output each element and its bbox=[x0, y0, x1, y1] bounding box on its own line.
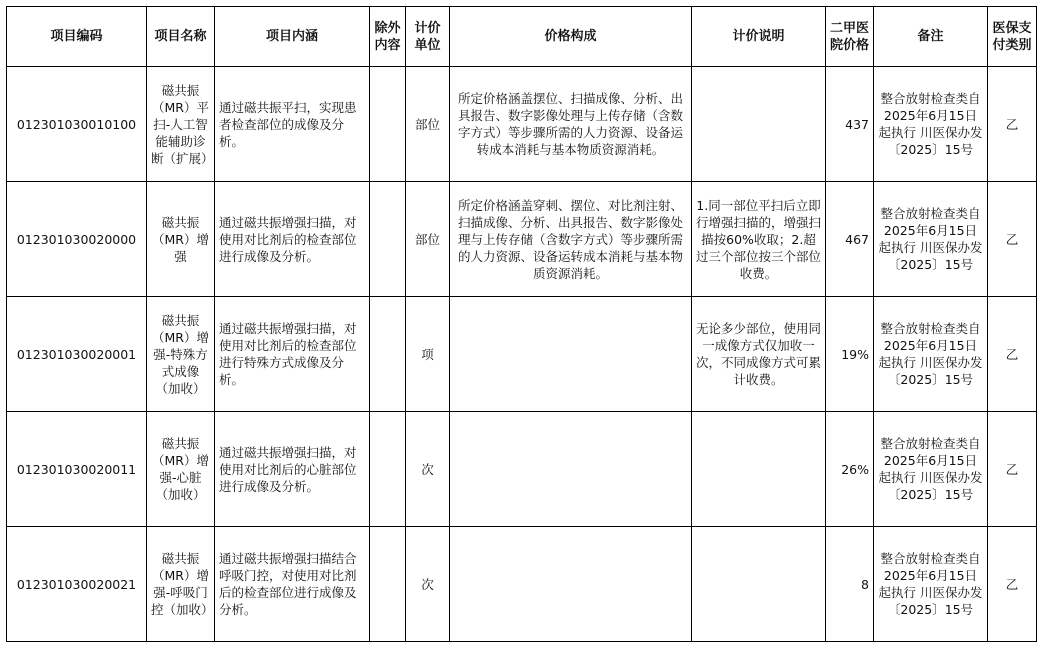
header-name: 项目名称 bbox=[147, 7, 215, 67]
cell-remark: 整合放射检查类自2025年6月15日起执行 川医保办发〔2025〕15号 bbox=[874, 182, 988, 297]
cell-insurance: 乙 bbox=[988, 297, 1037, 412]
cell-price: 26% bbox=[826, 412, 874, 527]
cell-name: 磁共振（MR）增强-特殊方式成像（加收） bbox=[147, 297, 215, 412]
cell-remark: 整合放射检查类自2025年6月15日起执行 川医保办发〔2025〕15号 bbox=[874, 297, 988, 412]
cell-code: 012301030020001 bbox=[7, 297, 147, 412]
cell-content: 通过磁共振平扫，实现患者检查部位的成像及分析。 bbox=[215, 67, 370, 182]
header-price: 二甲医院价格 bbox=[826, 7, 874, 67]
cell-pricing-note bbox=[692, 67, 826, 182]
cell-remark: 整合放射检查类自2025年6月15日起执行 川医保办发〔2025〕15号 bbox=[874, 412, 988, 527]
cell-unit: 项 bbox=[406, 297, 450, 412]
cell-insurance: 乙 bbox=[988, 527, 1037, 642]
cell-unit: 部位 bbox=[406, 182, 450, 297]
cell-unit: 部位 bbox=[406, 67, 450, 182]
cell-insurance: 乙 bbox=[988, 412, 1037, 527]
cell-composition bbox=[450, 527, 692, 642]
cell-content: 通过磁共振增强扫描，对使用对比剂后的检查部位进行成像及分析。 bbox=[215, 182, 370, 297]
table-row bbox=[7, 297, 1037, 412]
cell-remark: 整合放射检查类自2025年6月15日起执行 川医保办发〔2025〕15号 bbox=[874, 67, 988, 182]
cell-insurance: 乙 bbox=[988, 67, 1037, 182]
header-composition: 价格构成 bbox=[450, 7, 692, 67]
header-content: 项目内涵 bbox=[215, 7, 370, 67]
table-row bbox=[7, 412, 1037, 527]
cell-excluded bbox=[370, 527, 406, 642]
cell-content: 通过磁共振增强扫描，对使用对比剂后的检查部位进行特殊方式成像及分析。 bbox=[215, 297, 370, 412]
cell-excluded bbox=[370, 67, 406, 182]
price-table-container bbox=[6, 6, 1037, 642]
header-insurance: 医保支付类别 bbox=[988, 7, 1037, 67]
cell-content: 通过磁共振增强扫描，对使用对比剂后的心脏部位进行成像及分析。 bbox=[215, 412, 370, 527]
cell-pricing-note bbox=[692, 412, 826, 527]
cell-price: 8 bbox=[826, 527, 874, 642]
cell-pricing-note: 1.同一部位平扫后立即行增强扫描的，增强扫描按60%收取；2.超过三个部位按三个部位收费。 bbox=[692, 182, 826, 297]
cell-name: 磁共振（MR）增强 bbox=[147, 182, 215, 297]
cell-composition: 所定价格涵盖摆位、扫描成像、分析、出具报告、数字影像处理与上传存储（含数字方式）等步骤所需的人力资源、设备运转成本消耗与基本物质资源消耗。 bbox=[450, 67, 692, 182]
cell-pricing-note bbox=[692, 527, 826, 642]
header-code: 项目编码 bbox=[7, 7, 147, 67]
cell-composition bbox=[450, 412, 692, 527]
price-table bbox=[6, 6, 1037, 642]
cell-code: 012301030010100 bbox=[7, 67, 147, 182]
cell-excluded bbox=[370, 297, 406, 412]
table-row bbox=[7, 182, 1037, 297]
cell-price: 19% bbox=[826, 297, 874, 412]
header-row bbox=[7, 7, 1037, 67]
cell-content: 通过磁共振增强扫描结合呼吸门控，对使用对比剂后的检查部位进行成像及分析。 bbox=[215, 527, 370, 642]
cell-name: 磁共振（MR）平扫-人工智能辅助诊断（扩展） bbox=[147, 67, 215, 182]
cell-pricing-note: 无论多少部位，使用同一成像方式仅加收一次，不同成像方式可累计收费。 bbox=[692, 297, 826, 412]
cell-code: 012301030020011 bbox=[7, 412, 147, 527]
cell-composition bbox=[450, 297, 692, 412]
table-row bbox=[7, 527, 1037, 642]
cell-code: 012301030020000 bbox=[7, 182, 147, 297]
cell-price: 437 bbox=[826, 67, 874, 182]
table-row bbox=[7, 67, 1037, 182]
cell-remark: 整合放射检查类自2025年6月15日起执行 川医保办发〔2025〕15号 bbox=[874, 527, 988, 642]
cell-unit: 次 bbox=[406, 527, 450, 642]
cell-excluded bbox=[370, 182, 406, 297]
header-pricing-note: 计价说明 bbox=[692, 7, 826, 67]
header-excluded: 除外内容 bbox=[370, 7, 406, 67]
cell-composition: 所定价格涵盖穿刺、摆位、对比剂注射、扫描成像、分析、出具报告、数字影像处理与上传存储（含数字方式）等步骤所需的人力资源、设备运转成本消耗与基本物质资源消耗。 bbox=[450, 182, 692, 297]
cell-unit: 次 bbox=[406, 412, 450, 527]
cell-code: 012301030020021 bbox=[7, 527, 147, 642]
cell-name: 磁共振（MR）增强-心脏（加收） bbox=[147, 412, 215, 527]
cell-name: 磁共振（MR）增强-呼吸门控（加收） bbox=[147, 527, 215, 642]
cell-excluded bbox=[370, 412, 406, 527]
cell-insurance: 乙 bbox=[988, 182, 1037, 297]
header-remark: 备注 bbox=[874, 7, 988, 67]
cell-price: 467 bbox=[826, 182, 874, 297]
header-unit: 计价单位 bbox=[406, 7, 450, 67]
